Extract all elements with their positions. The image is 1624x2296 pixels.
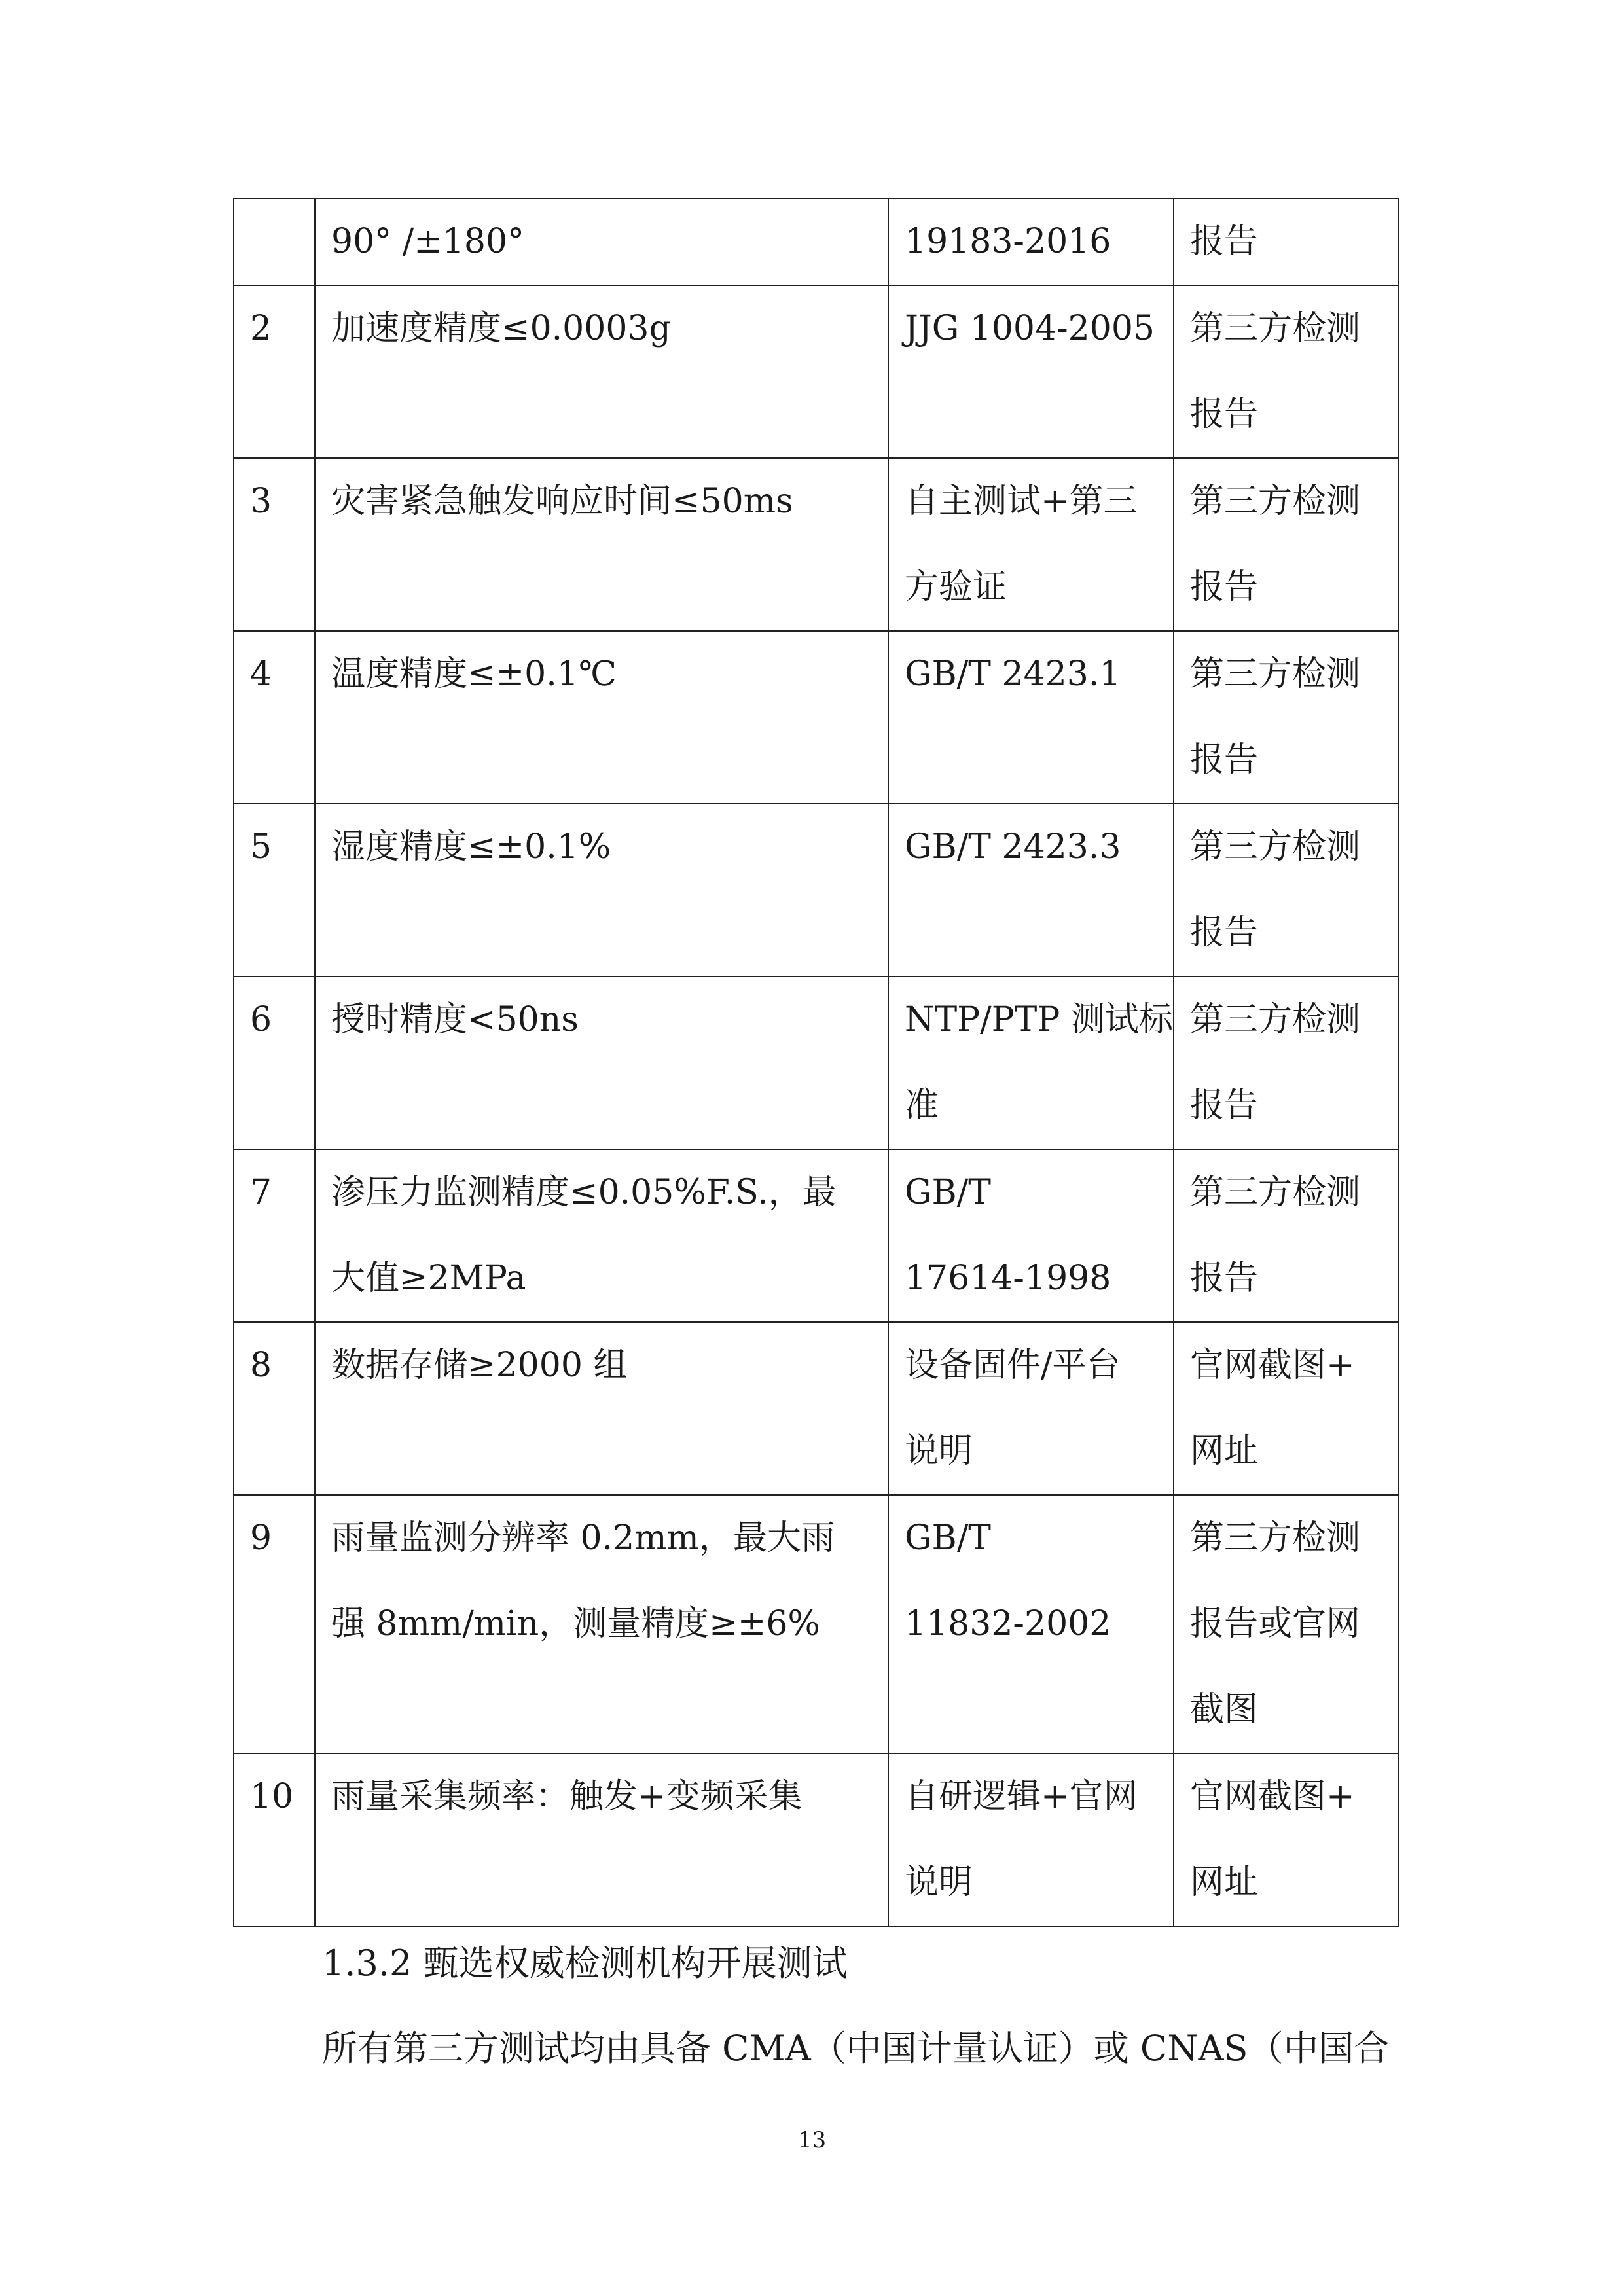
cell-evidence-line: 官网截图+ bbox=[1190, 1777, 1355, 1816]
cell-method-line: 自主测试+第三 bbox=[905, 482, 1138, 521]
table-row bbox=[234, 977, 1399, 1149]
cell-number bbox=[234, 1495, 315, 1753]
cell-item-line: 雨量监测分辨率 0.2mm，最大雨 bbox=[331, 1518, 835, 1558]
cell-method-line: 自研逻辑+官网 bbox=[905, 1777, 1138, 1816]
cell-number bbox=[234, 977, 315, 1149]
cell-evidence bbox=[1174, 285, 1399, 458]
cell-method-line: GB/T 2423.1 bbox=[905, 655, 1121, 694]
cell-evidence-line: 第三方检测 bbox=[1190, 309, 1361, 348]
cell-evidence-line: 报告 bbox=[1190, 913, 1259, 952]
cell-evidence-line: 第三方检测 bbox=[1190, 827, 1361, 867]
cell-method bbox=[888, 198, 1174, 285]
table-row bbox=[234, 285, 1399, 458]
cell-item-line: 强 8mm/min，测量精度≥±6% bbox=[331, 1604, 820, 1643]
cell-item-line: 大值≥2MPa bbox=[331, 1259, 526, 1298]
cell-evidence-line: 第三方检测 bbox=[1190, 1173, 1361, 1212]
cell-method-line: 说明 bbox=[905, 1863, 973, 1902]
cell-evidence-line: 官网截图+ bbox=[1190, 1346, 1355, 1385]
cell-evidence bbox=[1174, 804, 1399, 977]
table-row bbox=[234, 458, 1399, 631]
table-body bbox=[234, 198, 1399, 1926]
cell-item-line: 90° /±180° bbox=[331, 222, 525, 261]
cell-evidence-line: 第三方检测 bbox=[1190, 1000, 1361, 1039]
cell-method-line: JJG 1004-2005 bbox=[905, 309, 1155, 348]
cell-method-line: 说明 bbox=[905, 1431, 973, 1471]
cell-method-line: GB/T 2423.3 bbox=[905, 827, 1121, 867]
cell-number bbox=[234, 1149, 315, 1322]
cell-evidence-line: 截图 bbox=[1190, 1690, 1259, 1729]
cell-evidence-line: 网址 bbox=[1190, 1863, 1259, 1902]
cell-method-line: NTP/PTP 测试标 bbox=[905, 1000, 1173, 1039]
table-row bbox=[234, 631, 1399, 804]
cell-number-text: 10 bbox=[250, 1777, 294, 1816]
page-number: 13 bbox=[797, 2127, 827, 2153]
cell-item bbox=[315, 198, 888, 285]
cell-item bbox=[315, 1495, 888, 1753]
cell-method-line: GB/T bbox=[905, 1173, 991, 1212]
cell-evidence bbox=[1174, 977, 1399, 1149]
cell-number bbox=[234, 198, 315, 285]
cell-method bbox=[888, 631, 1174, 804]
cell-item bbox=[315, 458, 888, 631]
cell-item bbox=[315, 1753, 888, 1926]
cell-number-text: 5 bbox=[250, 827, 272, 867]
table-row bbox=[234, 1322, 1399, 1495]
cell-method-line: 19183-2016 bbox=[905, 222, 1111, 261]
cell-number-text: 3 bbox=[250, 482, 272, 521]
cell-method-line: GB/T bbox=[905, 1518, 991, 1558]
cell-number-text: 7 bbox=[250, 1173, 272, 1212]
table-row bbox=[234, 804, 1399, 977]
cell-evidence bbox=[1174, 198, 1399, 285]
cell-evidence-line: 报告 bbox=[1190, 567, 1259, 607]
cell-evidence bbox=[1174, 1149, 1399, 1322]
cell-item-line: 渗压力监测精度≤0.05%F.S.，最 bbox=[331, 1173, 837, 1212]
cell-evidence-line: 第三方检测 bbox=[1190, 482, 1361, 521]
cell-number bbox=[234, 804, 315, 977]
cell-method bbox=[888, 804, 1174, 977]
cell-method-line: 17614-1998 bbox=[905, 1259, 1111, 1298]
cell-evidence-line: 报告 bbox=[1190, 740, 1259, 780]
cell-method bbox=[888, 458, 1174, 631]
cell-number bbox=[234, 1322, 315, 1495]
cell-evidence-line: 第三方检测 bbox=[1190, 655, 1361, 694]
body-paragraph: 所有第三方测试均由具备 CMA（中国计量认证）或 CNAS（中国合 bbox=[322, 2028, 1390, 2069]
cell-item-line: 数据存储≥2000 组 bbox=[331, 1346, 628, 1385]
section-heading: 1.3.2 甄选权威检测机构开展测试 bbox=[322, 1943, 848, 1984]
cell-method-line: 设备固件/平台 bbox=[905, 1346, 1121, 1385]
cell-evidence bbox=[1174, 1495, 1399, 1753]
cell-number bbox=[234, 631, 315, 804]
cell-method bbox=[888, 977, 1174, 1149]
cell-item-line: 加速度精度≤0.0003g bbox=[331, 309, 671, 348]
cell-item-line: 温度精度≤±0.1℃ bbox=[331, 655, 617, 694]
cell-evidence-line: 第三方检测 bbox=[1190, 1518, 1361, 1558]
cell-evidence bbox=[1174, 1753, 1399, 1926]
table-row bbox=[234, 198, 1399, 285]
cell-evidence-line: 报告 bbox=[1190, 1259, 1259, 1298]
cell-evidence-line: 网址 bbox=[1190, 1431, 1259, 1471]
cell-item-line: 雨量采集频率：触发+变频采集 bbox=[331, 1777, 803, 1816]
cell-evidence bbox=[1174, 1322, 1399, 1495]
cell-number bbox=[234, 458, 315, 631]
cell-method bbox=[888, 1753, 1174, 1926]
cell-item bbox=[315, 285, 888, 458]
table-row bbox=[234, 1753, 1399, 1926]
cell-number-text: 6 bbox=[250, 1000, 272, 1039]
cell-method bbox=[888, 1495, 1174, 1753]
cell-evidence bbox=[1174, 458, 1399, 631]
cell-item bbox=[315, 1322, 888, 1495]
table-row bbox=[234, 1495, 1399, 1753]
cell-item-line: 灾害紧急触发响应时间≤50ms bbox=[331, 482, 793, 521]
table-row bbox=[234, 1149, 1399, 1322]
cell-number-text: 8 bbox=[250, 1346, 272, 1385]
cell-method bbox=[888, 1322, 1174, 1495]
spec-table bbox=[233, 198, 1399, 1927]
cell-method-line: 方验证 bbox=[905, 567, 1007, 607]
cell-item bbox=[315, 977, 888, 1149]
cell-evidence-line: 报告 bbox=[1190, 1086, 1259, 1125]
cell-number-text: 9 bbox=[250, 1518, 272, 1558]
cell-evidence-line: 报告 bbox=[1190, 395, 1259, 434]
cell-method-line: 11832-2002 bbox=[905, 1604, 1111, 1643]
cell-item bbox=[315, 804, 888, 977]
cell-method bbox=[888, 285, 1174, 458]
cell-number bbox=[234, 1753, 315, 1926]
cell-evidence-line: 报告或官网 bbox=[1190, 1604, 1361, 1643]
cell-number bbox=[234, 285, 315, 458]
cell-item-line: 湿度精度≤±0.1% bbox=[331, 827, 611, 867]
cell-number-text: 4 bbox=[250, 655, 272, 694]
cell-evidence-line: 报告 bbox=[1190, 222, 1259, 261]
cell-method-line: 准 bbox=[905, 1086, 939, 1125]
cell-method bbox=[888, 1149, 1174, 1322]
cell-evidence bbox=[1174, 631, 1399, 804]
cell-item bbox=[315, 631, 888, 804]
cell-number-text bbox=[250, 199, 298, 285]
cell-number-text: 2 bbox=[250, 309, 272, 348]
cell-item bbox=[315, 1149, 888, 1322]
cell-item-line: 授时精度<50ns bbox=[331, 1000, 579, 1039]
